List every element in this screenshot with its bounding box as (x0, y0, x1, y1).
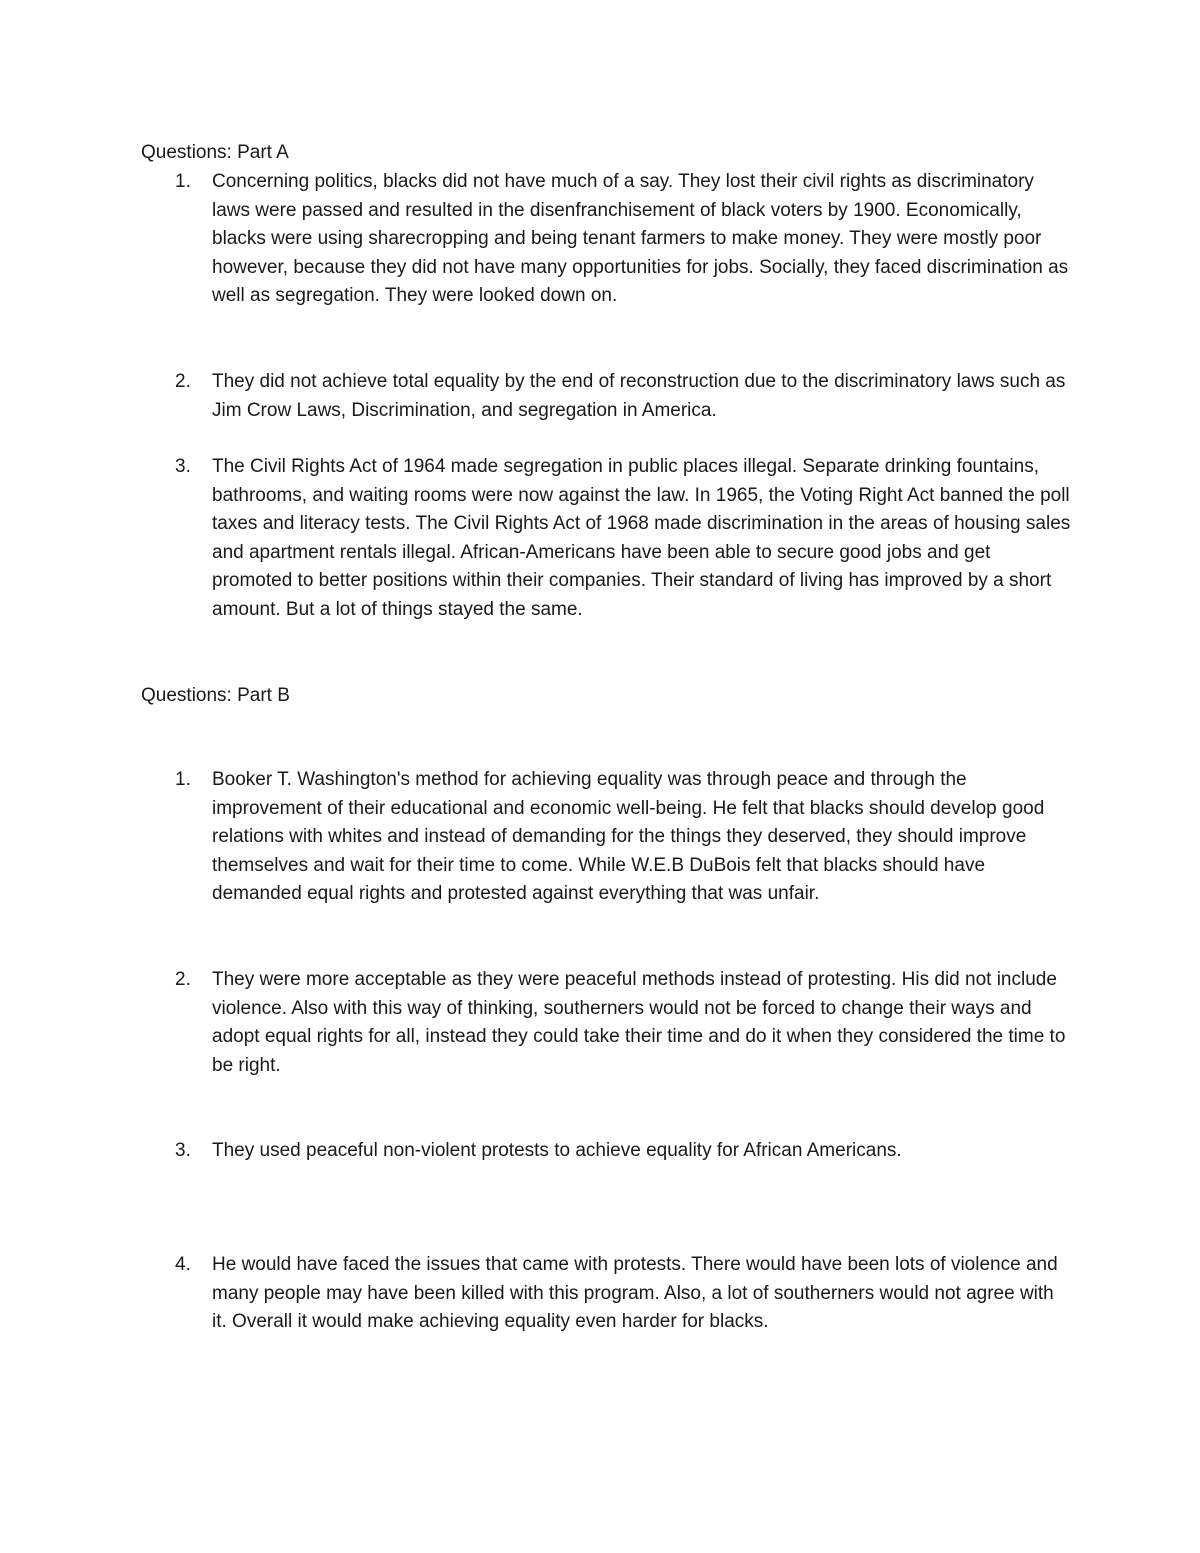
list-item-text: The Civil Rights Act of 1964 made segregation in public places illegal. Separate drinking fountains, bathrooms, and waiting rooms were now against the law. In 1965, the Voting Right Act banned the poll taxes and literacy tests. The Civil Rights Act of 1968 made discrimination in the areas of housing sales and apartment rentals illegal. African-Americans have been able to secure good jobs and get promoted to better positions within their companies. Their standard of living has improved by a short amount. But a lot of things stayed the same. (212, 456, 1071, 620)
part-b-heading: Questions: Part B (141, 685, 290, 706)
list-item-text: They did not achieve total equality by the end of reconstruction due to the discriminatory laws such as Jim Crow Laws, Discrimination, and segregation in America. (212, 371, 1066, 421)
part-b-item-2 (141, 966, 1071, 1080)
part-b-item-1 (141, 766, 1071, 909)
list-number: 3. (175, 1140, 191, 1161)
list-item-text: They were more acceptable as they were peaceful methods instead of protesting. His did not include violence. Also with this way of thinking, southerners would not be forced to change their ways and adopt equal rights for all, instead they could take their time and do it when they considered the time to be right. (212, 969, 1066, 1076)
list-number: 3. (175, 456, 191, 477)
list-item-text: Booker T. Washington's method for achieving equality was through peace and through the improvement of their educational and economic well-being. He felt that blacks should develop good relations with whites and instead of demanding for the things they deserved, they should improve themselves and wait for their time to come. While W.E.B DuBois felt that blacks should have demanded equal rights and protested against everything that was unfair. (212, 769, 1045, 905)
list-item-text: Concerning politics, blacks did not have much of a say. They lost their civil rights as discriminatory laws were passed and resulted in the disenfranchisement of black voters by 1900. Economically, blacks were using sharecropping and being tenant farmers to make money. They were mostly poor however, because they did not have many opportunities for jobs. Socially, they faced discrimination as well as segregation. They were looked down on. (212, 171, 1069, 307)
list-number: 1. (175, 171, 191, 192)
list-number: 4. (175, 1254, 191, 1275)
list-number: 1. (175, 769, 191, 790)
list-number: 2. (175, 969, 191, 990)
part-a-item-3 (141, 453, 1071, 625)
part-a-heading: Questions: Part A (141, 142, 289, 163)
part-a-item-2 (141, 368, 1071, 425)
part-b-item-3 (141, 1137, 1071, 1166)
list-number: 2. (175, 371, 191, 392)
part-a-item-1 (141, 168, 1071, 311)
list-item-text: They used peaceful non-violent protests to achieve equality for African Americans. (212, 1140, 902, 1161)
part-b-item-4 (141, 1251, 1071, 1337)
list-item-text: He would have faced the issues that came with protests. There would have been lots of violence and many people may have been killed with this program. Also, a lot of southerners would not agree with it. Overall it would make achieving equality even harder for blacks. (212, 1254, 1058, 1333)
